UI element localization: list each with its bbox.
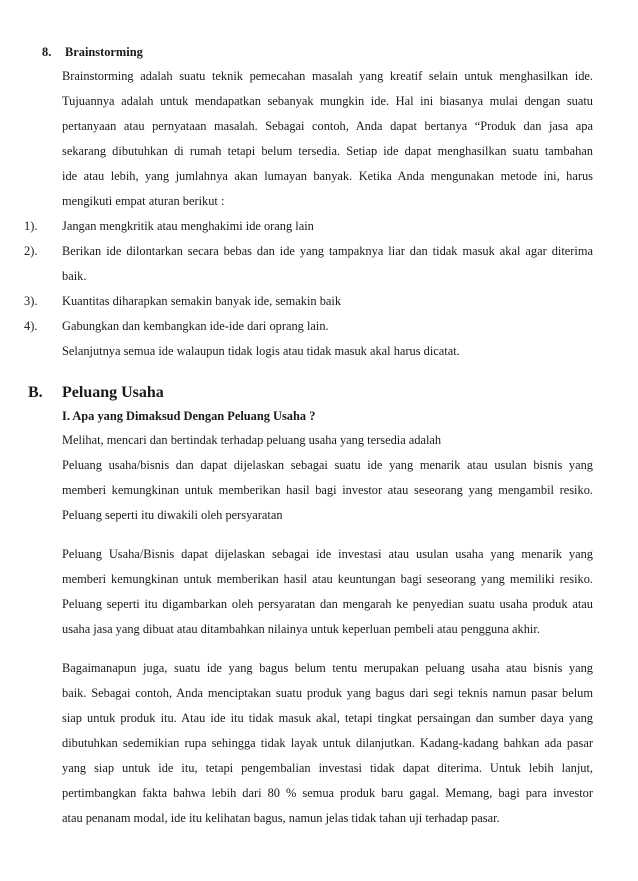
rule-2-text-1: Berikan ide dilontarkan secara bebas dan ide yang tampaknya liar dan tidak masuk akal agar diterima [62,244,593,258]
para-1-line-3: memberi kemungkinan untuk memberikan hasil bagi investor atau seseorang yang mengambil resiko. [62,483,593,497]
para-2-line-3: Peluang seperti itu digambarkan oleh persyaratan dan mengarah ke penyedian suatu usaha produk atau [62,597,593,611]
rule-3-number: 3). [24,294,38,308]
para-1-line-1: Melihat, mencari dan bertindak terhadap peluang usaha yang tersedia adalah [62,433,442,447]
section-8-closing: Selanjutnya semua ide walaupun tidak logis atau tidak masuk akal harus dicatat. [62,344,460,358]
rule-2-text-2: baik. [62,269,87,283]
rule-4-text: Gabungkan dan kembangkan ide-ide dari oprang lain. [62,319,329,333]
rule-2-number: 2). [24,244,38,258]
para-3-line-2: baik. Sebagai contoh, Anda menciptakan suatu produk yang bagus dari segi teknis namun pasar belum [62,686,593,700]
section-8-line-5: ide atau lebih, yang jumlahnya akan lumayan banyak. Ketika Anda mengunakan metode ini, harus [62,169,593,183]
para-3-line-4: dibutuhkan sedemikian rupa sehingga tidak layak untuk dilanjutkan. Kadang-kadang bahkan ada pasar [62,736,593,750]
section-8-line-6: mengikuti empat aturan berikut : [62,194,225,208]
section-b-subtitle: I. Apa yang Dimaksud Dengan Peluang Usaha ? [62,409,316,423]
rule-1-text: Jangan mengkritik atau menghakimi ide orang lain [62,219,314,233]
para-3-line-1: Bagaimanapun juga, suatu ide yang bagus belum tentu merupakan peluang usaha atau bisnis yang [62,661,593,675]
para-1-line-4: Peluang seperti itu diwakili oleh persyaratan [62,508,283,522]
para-2-line-2: memberi kemungkinan untuk memberikan hasil atau keuntungan bagi seseorang yang memiliki resiko. [62,572,593,586]
para-3-line-3: siap untuk produk itu. Atau ide itu tidak masuk akal, tetapi tingkat persaingan dan sumber daya yang [62,711,593,725]
section-b-letter: B. [28,384,43,401]
section-8-number: 8. [42,45,52,59]
rule-4-number: 4). [24,319,38,333]
rule-1-number: 1). [24,219,38,233]
rule-3-text: Kuantitas diharapkan semakin banyak ide, semakin baik [62,294,342,308]
para-3-line-5: yang siap untuk ide itu, tetapi pengembalian investasi tidak dapat diterima. Untuk lebih lanjut, [62,761,593,775]
para-2-line-4: usaha jasa yang dibuat atau ditambahkan nilainya untuk keperluan pembeli atau pengguna akhir. [62,622,540,636]
para-3-line-6: pertimbangkan fakta bahwa lebih dari 80 % semua produk baru gagal. Memang, bagi para investor [62,786,593,800]
para-1-line-2: Peluang usaha/bisnis dan dapat dijelaskan sebagai suatu ide yang menarik atau usulan bisnis yang [62,458,593,472]
para-3-line-7: atau penanam modal, ide itu kelihatan bagus, namun jelas tidak tahan uji terhadap pasar. [62,811,500,825]
section-b-title: Peluang Usaha [62,384,164,401]
section-8-line-3: pertanyaan atau pernyataan masalah. Sebagai contoh, Anda dapat bertanya “Produk dan jasa apa [62,119,593,133]
section-8-title: Brainstorming [65,45,143,59]
section-8-line-4: sekarang dibutuhkan di rumah tetapi belum tersedia. Setiap ide dapat menghasilkan suatu tambahan [62,144,593,158]
section-8-line-2: Tujuannya adalah untuk mendapatkan sebanyak mungkin ide. Hal ini biasanya mulai dengan suatu [62,94,593,108]
section-8-line-1: Brainstorming adalah suatu teknik pemecahan masalah yang kreatif selain untuk menghasilkan ide. [62,69,593,83]
para-2-line-1: Peluang Usaha/Bisnis dapat dijelaskan sebagai ide investasi atau usulan usaha yang menarik yang [62,547,593,561]
